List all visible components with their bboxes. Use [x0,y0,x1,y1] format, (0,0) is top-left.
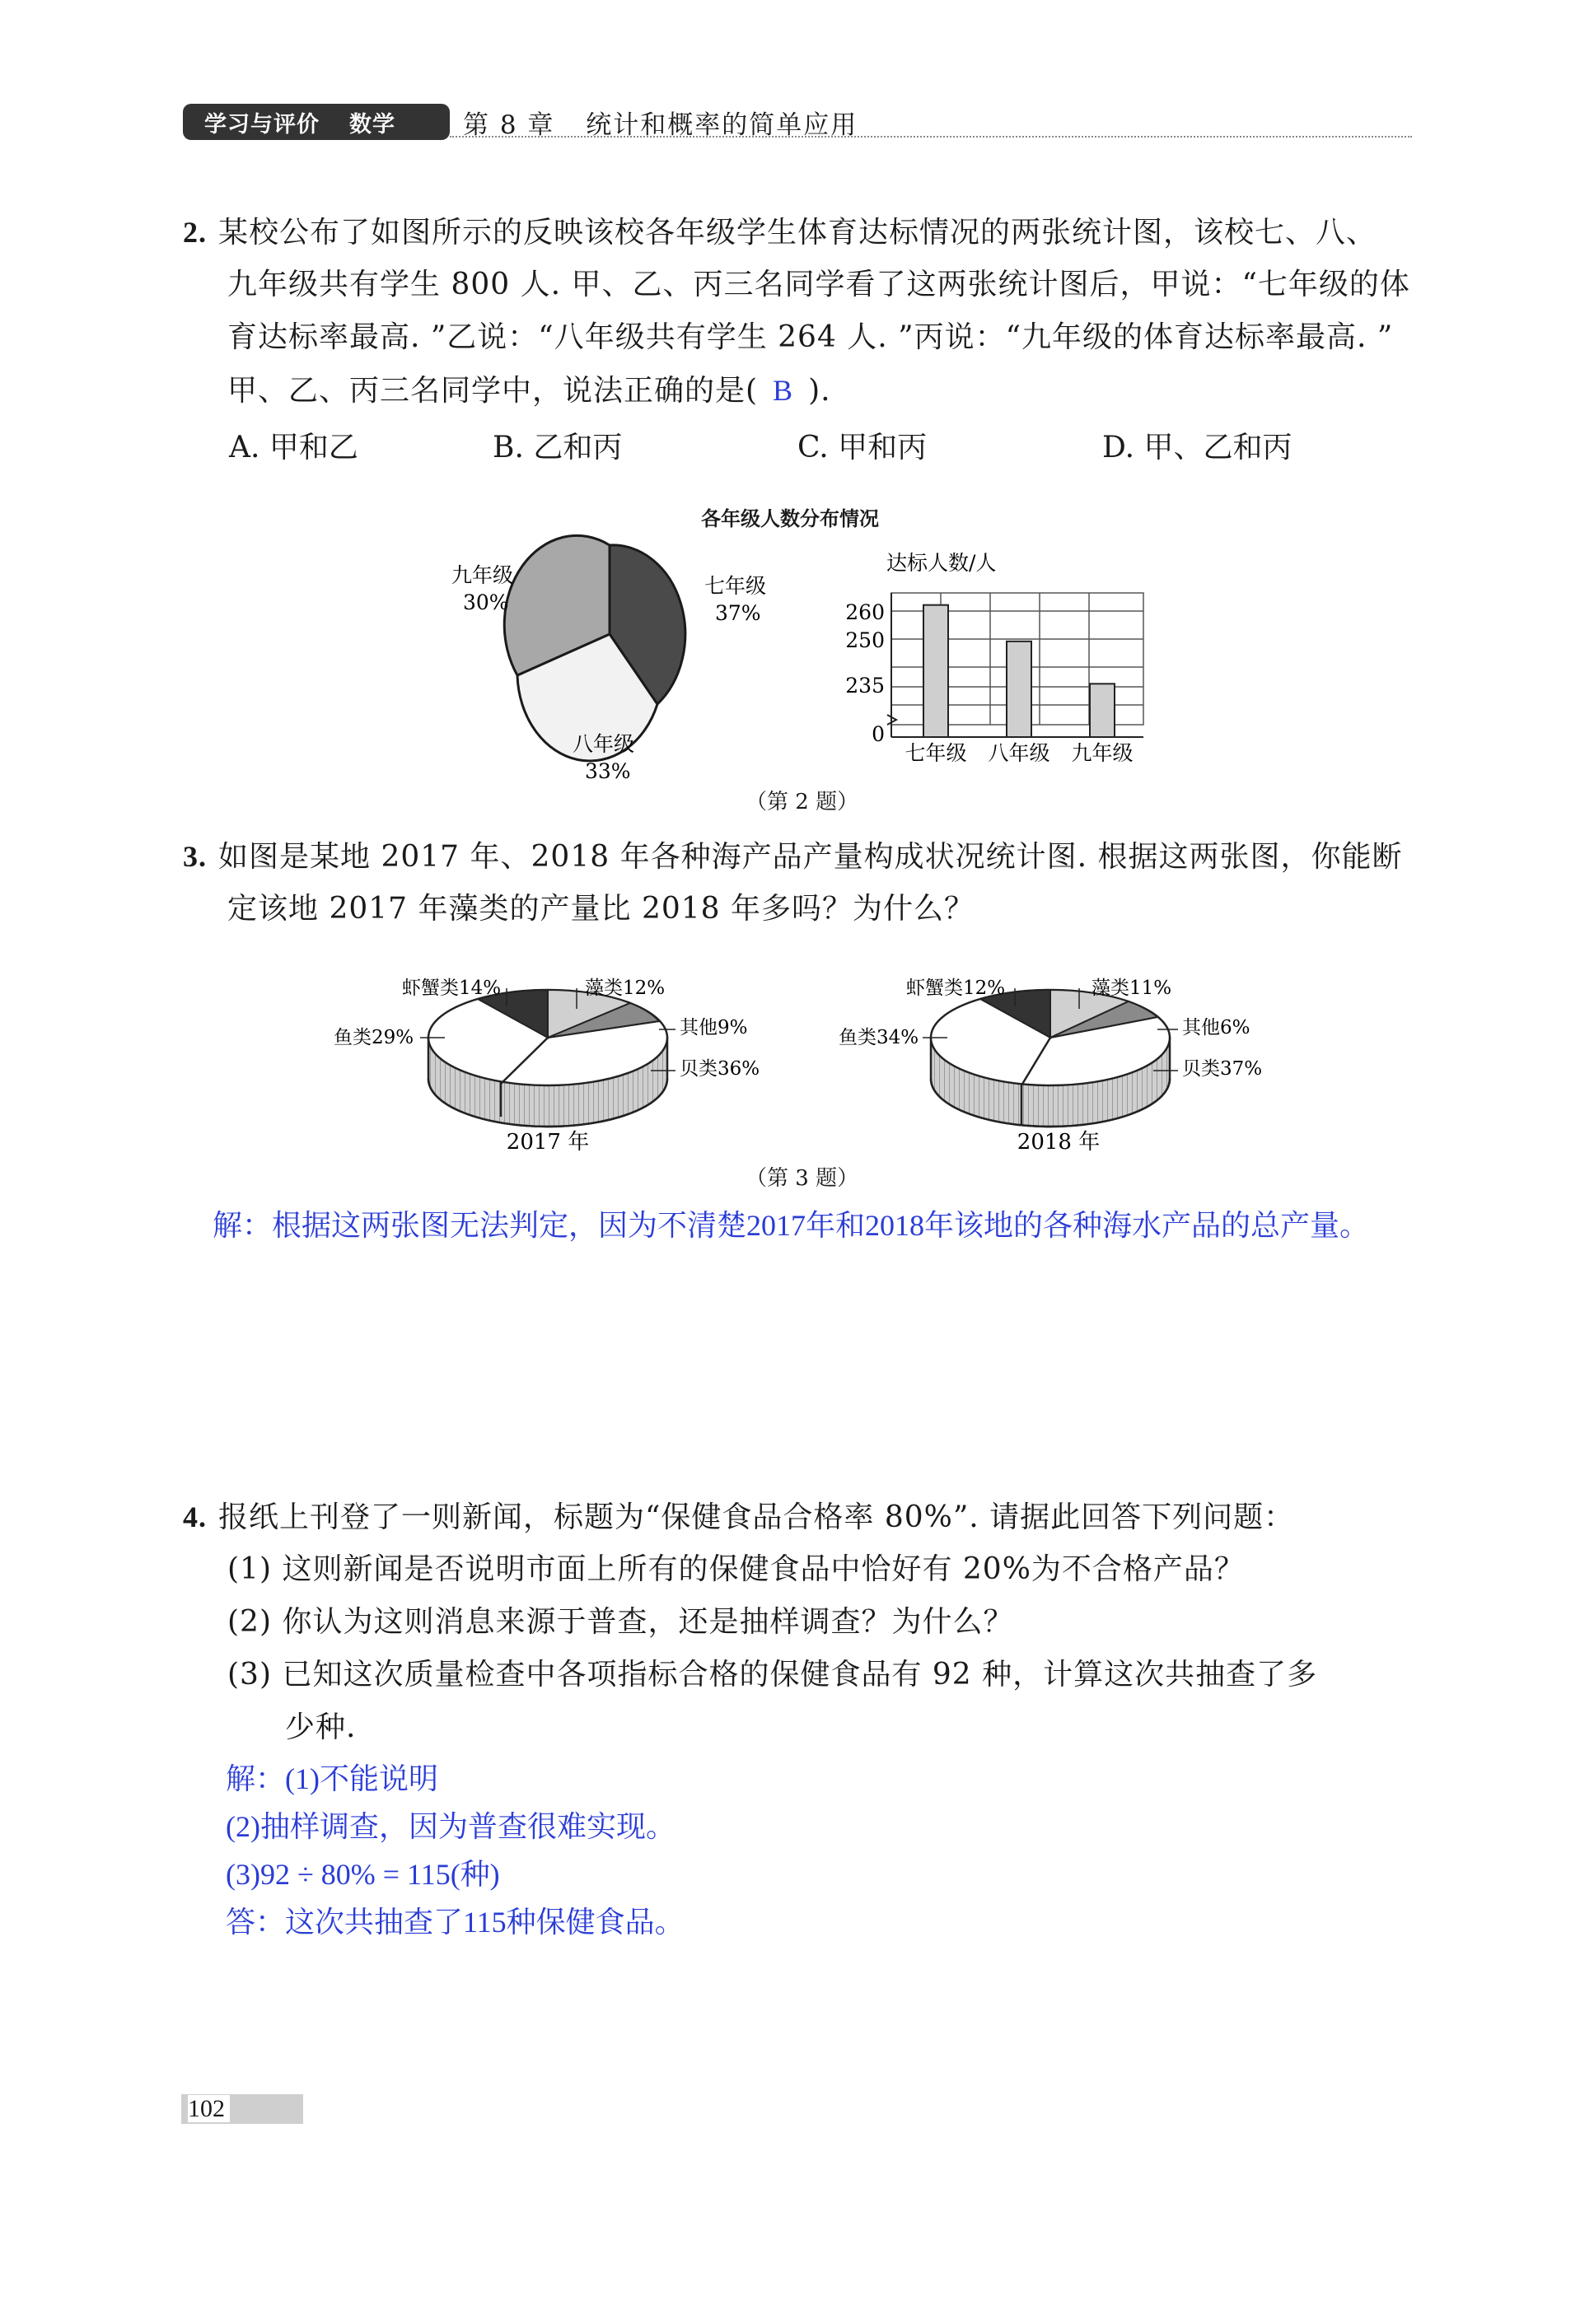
bar-xlabel-grade7: 七年级 [905,741,967,765]
chapter-title: 统计和概率的简单应用 [586,110,858,140]
q4-sub3a: (3) 已知这次质量检查中各项指标合格的保健食品有 92 种，计算这次共抽查了多 [227,1658,1318,1692]
ytick-235: 235 [845,674,885,698]
q4-sub3b: 少种. [285,1710,357,1744]
q4-answer3: (3)92 ÷ 80% = 115(种) [226,1858,500,1891]
q4-answer1: 解：(1)不能说明 [226,1762,438,1795]
label-2017-other: 其他9% [680,1017,748,1038]
q4-sub2: (2) 你认为这则消息来源于普查，还是抽样调查？为什么？ [227,1605,1014,1639]
pie-2017 [334,978,760,1155]
choice-b: B. 乙和丙 [493,431,623,464]
q2-charts [0,527,1580,799]
page-number-text: 102 [188,2095,230,2122]
q3-answer: 解：根据这两张图无法判定，因为不清楚2017年和2018年该地的各种海水产品的总产量。 [213,1209,1370,1242]
pie-2018 [839,978,1262,1155]
q2-text1: 某校公布了如图所示的反映该校各年级学生体育达标情况的两张统计图，该校七、八、 [218,216,1377,250]
bar-8-grade [1007,642,1031,737]
q4-answer4: 答：这次共抽查了115种保健食品。 [226,1906,685,1939]
q4-answer2: (2)抽样调查，因为普查很难实现。 [226,1810,675,1843]
pie-pct-grade7: 37% [715,601,761,625]
q2-line2: 九年级共有学生 800 人. 甲、乙、丙三名同学看了这两张统计图后，甲说：“七年级的体 [227,268,1410,301]
q2-line4 [227,364,831,418]
q2-line1 [183,206,1377,259]
label-2018-shrimp: 虾蟹类12% [906,978,1006,999]
pie-label-grade8: 八年级 [573,732,635,756]
badge-sub: 数学 [349,111,395,138]
label-2018-algae: 藻类11% [1092,978,1172,999]
label-2017-shell: 贝类36% [680,1058,760,1080]
q3-number: 3. [183,840,207,873]
pie-chart-title: 各年级人数分布情况 [701,507,879,530]
q4-sub1: (1) 这则新闻是否说明市面上所有的保健食品中恰好有 20%为不合格产品？ [227,1552,1245,1586]
q2-caption: （第 2 题） [746,790,859,814]
label-2018-fish: 鱼类34% [839,1027,919,1048]
q3-line2: 定该地 2017 年藻类的产量比 2018 年多吗？为什么？ [227,892,975,926]
choice-d: D. 甲、乙和丙 [1102,431,1293,464]
header-divider [450,136,1412,138]
bar-xlabel-grade8: 八年级 [988,741,1050,765]
ytick-260: 260 [845,600,885,624]
title-2017: 2017 年 [506,1130,590,1155]
ytick-250: 250 [845,628,885,652]
q2-number: 2. [183,216,207,249]
pie-label-grade9: 九年级 [451,563,514,587]
pie-label-grade7: 七年级 [704,574,767,598]
choice-a: A. 甲和乙 [229,431,358,464]
chapter-number: 第 8 章 [463,110,555,140]
q4-number: 4. [183,1500,207,1533]
bar-9-grade [1090,684,1115,737]
q2-line3: 育达标率最高. ”乙说：“八年级共有学生 264 人. ”丙说：“九年级的体育达标率最高. ” [227,320,1394,354]
q3-text1: 如图是某地 2017 年、2018 年各种海产品产量构成状况统计图. 根据这两张图，你能断 [218,840,1403,874]
bar-ylabel: 达标人数/人 [886,551,997,575]
label-2018-shell: 贝类37% [1182,1058,1263,1080]
grade-bar-chart [845,551,1143,765]
q2-text4-end: ). [808,374,831,408]
q4-text1: 报纸上刊登了一则新闻，标题为“保健食品合格率 80%”. 请据此回答下列问题： [218,1500,1295,1534]
badge-main: 学习与评价 [204,111,320,138]
title-2018: 2018 年 [1017,1130,1101,1155]
label-2017-shrimp: 虾蟹类14% [402,978,502,999]
label-2017-fish: 鱼类29% [334,1027,414,1048]
pie-pct-grade8: 33% [585,759,631,783]
bar-7-grade [923,605,948,737]
q3-line1 [183,830,1402,884]
header-badge [183,104,450,140]
bar-xlabel-grade9: 九年级 [1071,741,1134,765]
label-2017-algae: 藻类12% [585,978,666,999]
choice-c: C. 甲和丙 [797,431,928,464]
q4-line1 [183,1491,1294,1544]
label-2018-other: 其他6% [1182,1017,1250,1038]
q2-answer: B [773,374,794,407]
q3-caption: （第 3 题） [746,1166,859,1191]
pie-pct-grade9: 30% [463,590,509,614]
ytick-0: 0 [872,722,885,746]
grade-pie-chart [451,535,766,783]
q2-text4: 甲、乙、丙三名同学中，说法正确的是( [227,374,759,408]
page-number [181,2094,303,2124]
q3-charts [0,947,1580,1178]
